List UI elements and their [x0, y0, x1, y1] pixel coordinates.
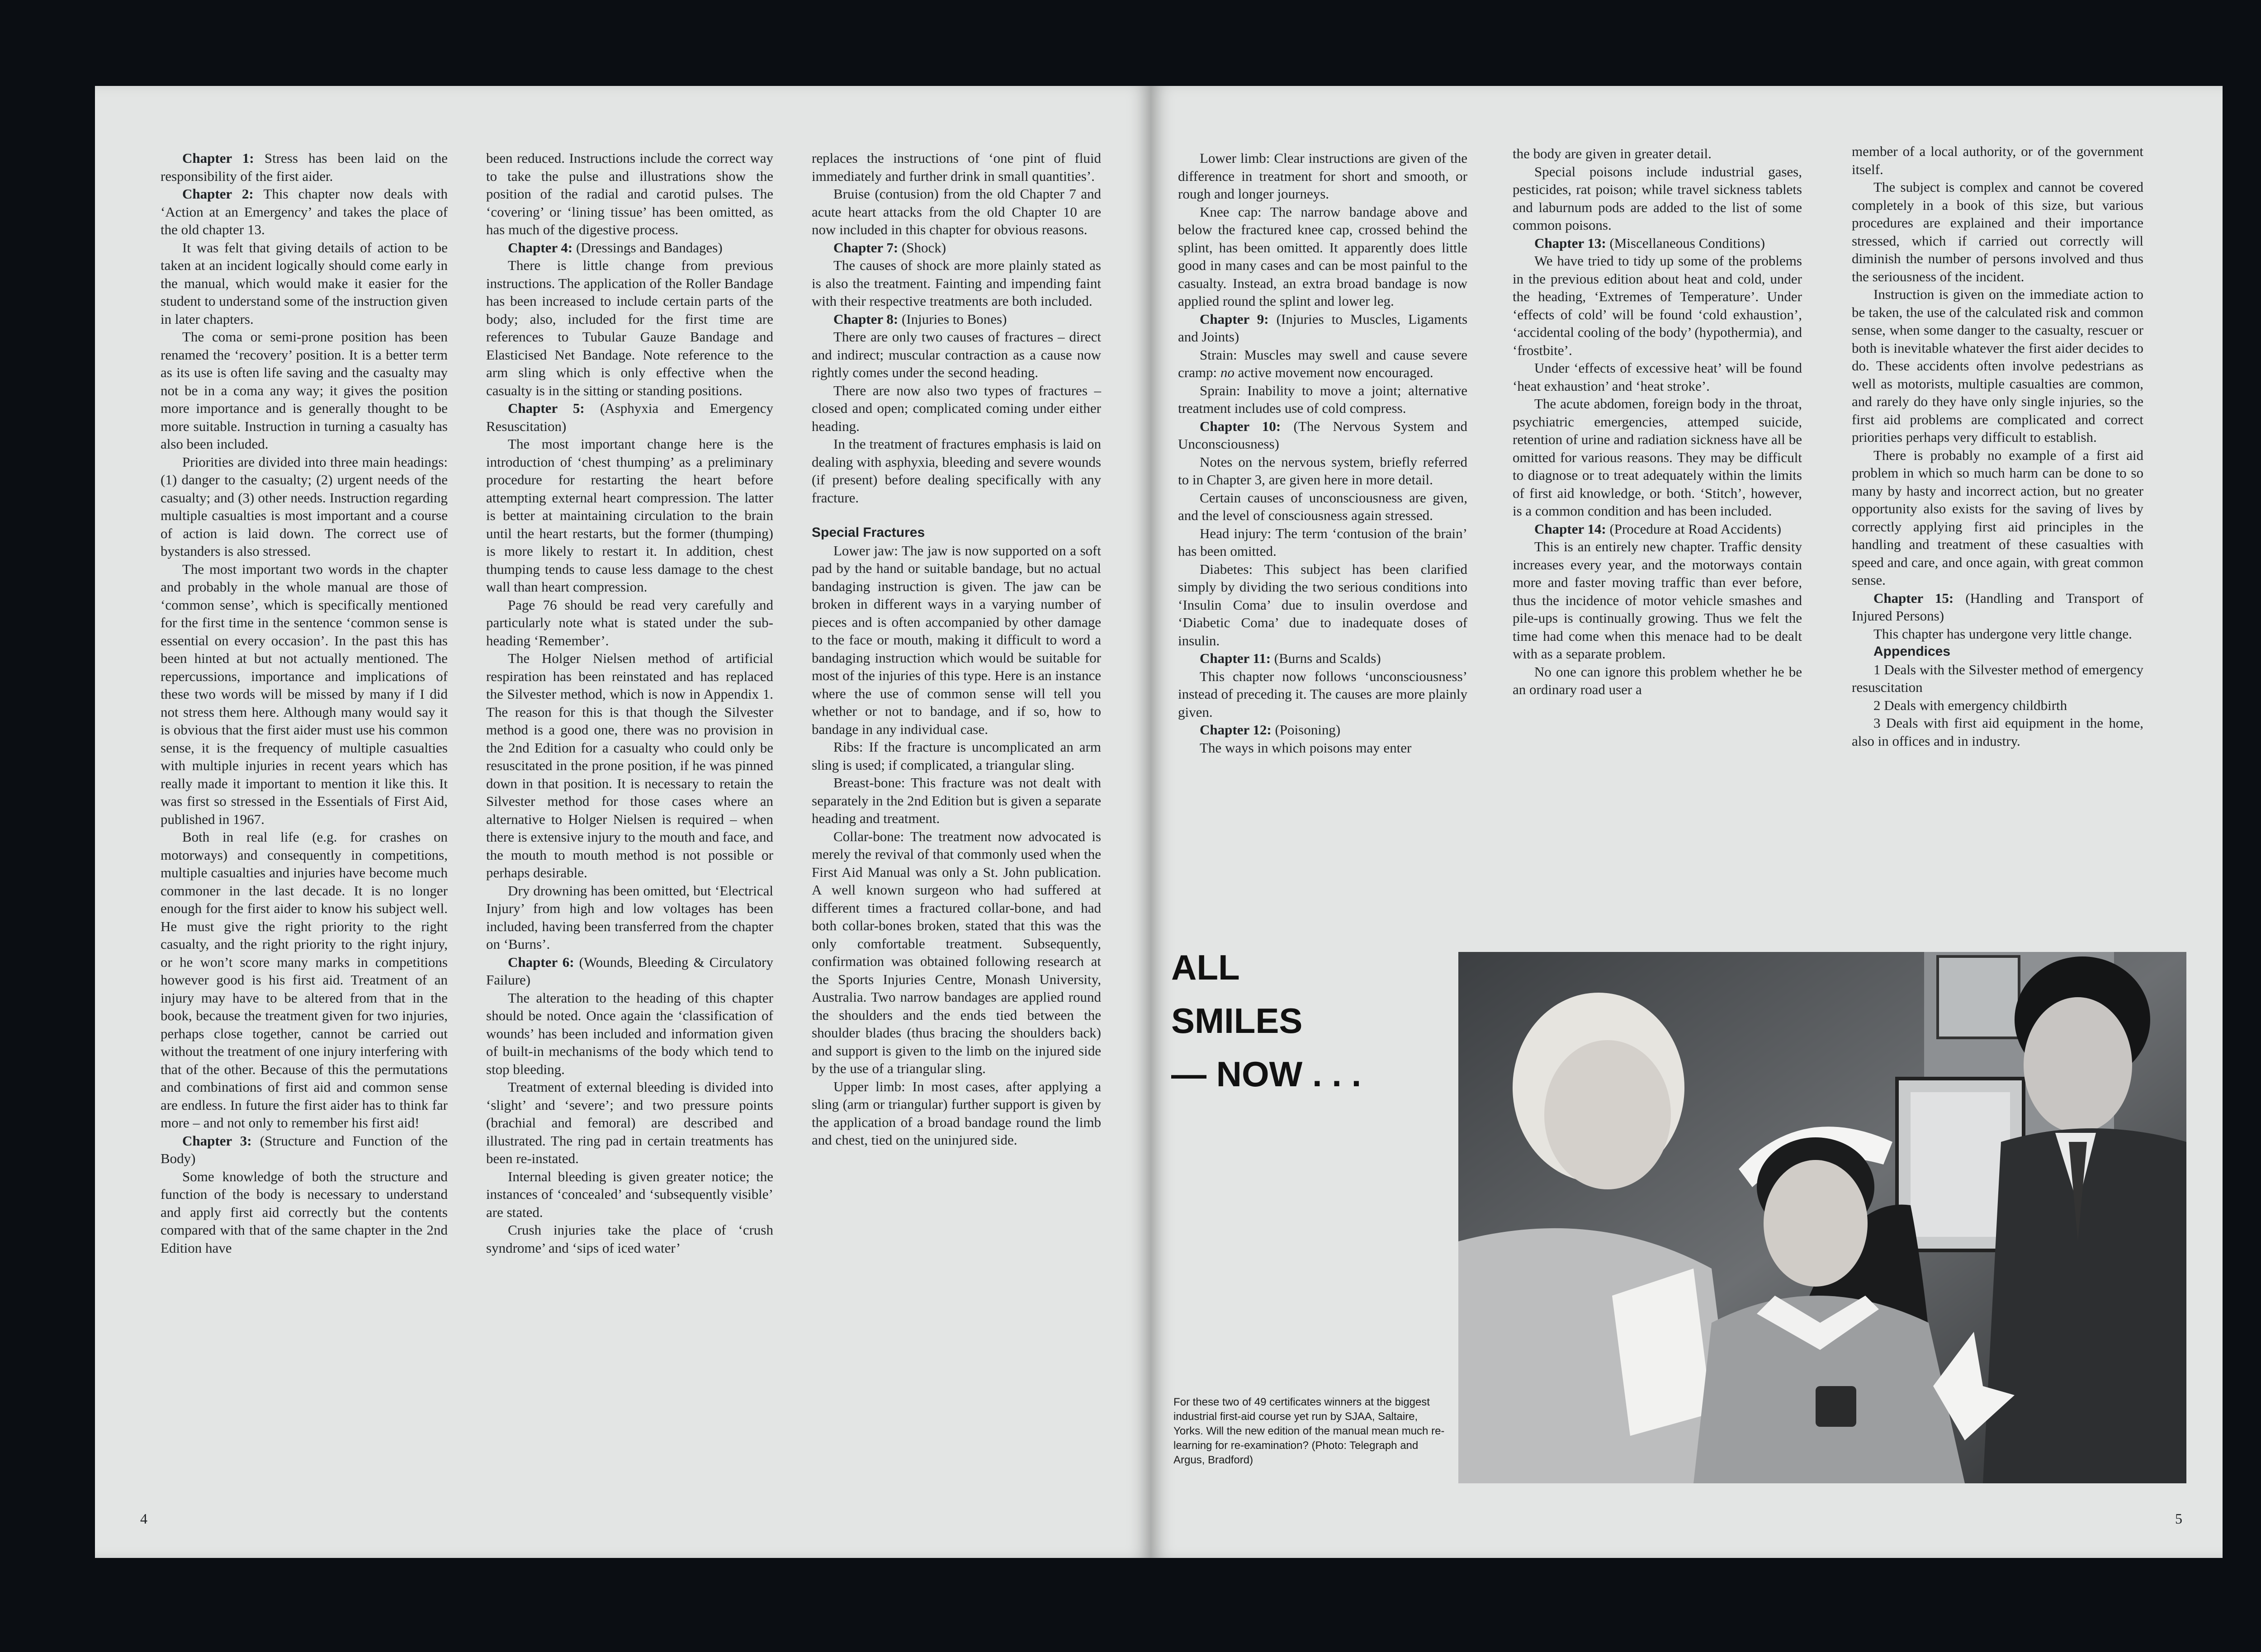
paragraph: [486, 953, 773, 989]
paragraph-text: Knee cap: The narrow bandage above and below the fractured knee cap, crossed behind the splint, has been omitted. It apparently does little good in many cases and can be most painful to the casualty. Instead, an extra broad bandage is now applied round the splint and lower leg.: [1178, 204, 1467, 309]
appendices-heading: Appendices: [1873, 644, 1951, 659]
paragraph-text: been reduced. Instructions include the correct way to take the pulse and illustrations show the position of the radial and carotid pulses. The ‘covering’ or ‘lining tissue’ has been omitted, as has much of the digestive process.: [486, 150, 773, 237]
paragraph: [1852, 285, 2143, 446]
chapter-label: Chapter 3:: [182, 1132, 252, 1149]
paragraph-text: 1 Deals with the Silvester method of emergency resuscitation: [1852, 661, 2143, 695]
paragraph: [1852, 661, 2143, 696]
paragraph: [812, 239, 1101, 257]
photo-caption: For these two of 49 certificates winners at the biggest industrial first-aid course yet run by SJAA, Saltaire, Yorks. Will the new edition of the manual mean much re-learning for re-examination? (Photo: Telegraph and Argus, Bradford): [1173, 1396, 1445, 1466]
paragraph-text: Sprain: Inability to move a joint; alternative treatment includes use of cold compress.: [1178, 382, 1467, 416]
paragraph-text: Treatment of external bleeding is divided into ‘slight’ and ‘severe’; and two pressure points (brachial and femoral) are described and illustrated. The ring pad in certain treatments has been re-instated.: [486, 1079, 773, 1166]
paragraph: [1178, 417, 1467, 453]
paragraph: [161, 560, 448, 828]
paragraph: [812, 310, 1101, 328]
paragraph: [1513, 234, 1802, 252]
paragraph-text: Both in real life (e.g. for crashes on motorways) and consequently in competitions, multiple casualties and injuries have become much commoner in the last decade. It is no longer enough for the first aider to know his subject well. He must give the right priority to the right casualty, and the right priority to the right injury, or he won’t score many marks in competitions however good is his first aid. Treatment of an injury may have to be altered from that in the book, because the treatment given for two injuries, perhaps close together, cannot be carried out without the treatment of one injury interfering with that of the other. Because of this the permutations and combinations of first aid and common sense are endless. In future the first aider has to think far more – and not only to remember his first aid!: [161, 829, 448, 1131]
paragraph-text: (Procedure at Road Accidents): [1606, 521, 1782, 537]
paragraph-text: 2 Deals with emergency childbirth: [1873, 697, 2067, 713]
paragraph-text: (Poisoning): [1271, 722, 1341, 738]
chapter-label: Chapter 6:: [508, 954, 574, 970]
paragraph: [161, 185, 448, 239]
paragraph: [1852, 714, 2143, 750]
left-column-1: [161, 149, 448, 1257]
paragraph: [486, 596, 773, 650]
paragraph: [486, 149, 773, 239]
paragraph: [1852, 625, 2143, 643]
paragraph: [486, 882, 773, 953]
headline-line-2: SMILES: [1171, 1001, 1303, 1041]
page-number-left: 4: [140, 1510, 147, 1527]
right-column-2: [1513, 145, 1802, 699]
paragraph: [486, 649, 773, 882]
paragraph-text: The acute abdomen, foreign body in the throat, psychiatric emergencies, attemped suicide, retention of urine and radiation sickness have all be omitted for various reasons. They may be difficult to diagnose or to treat adequately within the limits of first aid knowledge, or both. ‘Stitch’, however, is a common condition and has been included.: [1513, 396, 1802, 519]
chapter-label: Chapter 11:: [1200, 650, 1271, 666]
paragraph-text: Bruise (contusion) from the old Chapter 7 and acute heart attacks from the old Chapter 10 are now included in this chapter for obvious reasons.: [812, 186, 1101, 237]
paragraph: [1178, 489, 1467, 525]
paragraph-text: (Wounds, Bleeding & Circulatory Failure): [486, 954, 773, 988]
paragraph: [812, 542, 1101, 738]
paragraph: [812, 328, 1101, 382]
paragraph: [1513, 145, 1802, 163]
paragraph: [1178, 346, 1467, 382]
paragraph: [486, 1221, 773, 1257]
paragraph: [1513, 163, 1802, 234]
paragraph: [161, 1132, 448, 1168]
paragraph-text: This chapter now follows ‘unconsciousness’ instead of preceding it. The causes are more plainly given.: [1178, 668, 1467, 720]
paragraph: [1178, 203, 1467, 310]
article-headline: [1171, 941, 1361, 1101]
paragraph-text: (The Nervous System and Unconsciousness): [1178, 418, 1467, 452]
paragraph: [1513, 359, 1802, 395]
chapter-label: Chapter 5:: [508, 400, 585, 416]
paragraph-text: Collar-bone: The treatment now advocated is merely the revival of that commonly used when the First Aid Manual was only a St. John publication. A well known surgeon who had suffered at different times a fractured collar-bone, and had both collar-bones broken, stated that this was the only comfortable treatment. Subsequently, confirmation was obtained following research at the Sports Injuries Centre, Monash University, Australia. Two narrow bandages are applied round the shoulders and the ends tied between the shoulder blades (thus bracing the shoulders back) and support is given to the limb on the injured side by the use of a triangular sling.: [812, 828, 1101, 1076]
paragraph: [486, 399, 773, 435]
paragraph-text: Head injury: The term ‘contusion of the brain’ has been omitted.: [1178, 525, 1467, 559]
paragraph: [486, 435, 773, 596]
paragraph-text: Stress has been laid on the responsibility of the first aider.: [161, 150, 448, 184]
paragraph-text: Some knowledge of both the structure and function of the body is necessary to understand and apply first aid correctly but the contents compared with that of the same chapter in the 2nd Edition have: [161, 1168, 448, 1256]
paragraph-text: Upper limb: In most cases, after applying a sling (arm or triangular) further support is given by the application of a broad bandage round the limb and chest, tied on the uninjured side.: [812, 1078, 1101, 1148]
paragraph: [812, 185, 1101, 239]
chapter-label: Chapter 7:: [833, 239, 899, 256]
paragraph: [812, 256, 1101, 310]
paragraph: [812, 828, 1101, 1078]
paragraph-text: The coma or semi-prone position has been renamed the ‘recovery’ position. It is a better term as its use is often life saving and the casualty may not be in a coma any way; it gives the position more importance and is generally thought to be more suitable. Instruction in turning a casualty has also been included.: [161, 329, 448, 452]
paragraph: [161, 453, 448, 560]
paragraph-text: Priorities are divided into three main headings: (1) danger to the casualty; (2) urgent needs of the casualty; and (3) other needs. Instruction regarding multiple casualties is most important and a course of action is laid down. The correct use of bystanders is also stressed.: [161, 454, 448, 559]
paragraph: [1178, 649, 1467, 667]
paragraph-text: (Handling and Transport of Injured Persons): [1852, 590, 2143, 624]
paragraph: [812, 149, 1101, 185]
right-column-3: [1852, 142, 2143, 750]
paragraph-text: replaces the instructions of ‘one pint of fluid immediately and further drink in small quantities’.: [812, 150, 1101, 184]
paragraph: [1178, 453, 1467, 489]
paragraph-text: There are only two causes of fractures – direct and indirect; muscular contraction as a cause now rightly comes under the second heading.: [812, 329, 1101, 380]
man-suit: [1983, 1128, 2186, 1483]
paragraph: [812, 774, 1101, 828]
chapter-label: Chapter 8:: [833, 311, 899, 327]
paragraph-text: (Injuries to Muscles, Ligaments and Joints): [1178, 311, 1468, 345]
page-number-right: 5: [2175, 1510, 2182, 1527]
paragraph-text: The alteration to the heading of this chapter should be noted. Once again the ‘classification of wounds’ has been included and information given of built-in mechanisms of the body which tend to stop bleeding.: [486, 989, 773, 1077]
paragraph: [1178, 149, 1467, 203]
paragraph: [1178, 721, 1467, 739]
paragraph: [1852, 142, 2143, 178]
chapter-label: Chapter 10:: [1200, 418, 1281, 434]
paragraph-text: The causes of shock are more plainly stated as is also the treatment. Fainting and impending faint with their respective treatments are both included.: [812, 257, 1101, 309]
paragraph: [161, 1168, 448, 1257]
paragraph: [1852, 178, 2143, 285]
paragraph-text: (Injuries to Bones): [898, 311, 1007, 327]
paragraph: [161, 328, 448, 453]
paragraph-text: This chapter has undergone very little change.: [1873, 625, 2132, 642]
paragraph-text: This is an entirely new chapter. Traffic density increases every year, and the motorways contain more and faster moving traffic than ever before, thus the incidence of motor vehicle smashes and pile-ups is continually growing. Thus we felt the time had come when this menace had to be dealt with as a separate problem.: [1513, 539, 1802, 662]
paragraph-text: This chapter now deals with ‘Action at an Emergency’ and takes the place of the old chapter 13.: [161, 186, 448, 237]
paragraph: [1852, 446, 2143, 589]
paragraph: [1513, 663, 1802, 699]
chapter-label: Chapter 4:: [508, 239, 573, 256]
paragraph-text: The ways in which poisons may enter: [1200, 739, 1412, 756]
paragraph-text: Ribs: If the fracture is uncomplicated an arm sling is used; if complicated, a triangular sling.: [812, 739, 1101, 773]
paragraph-text: Internal bleeding is given greater notice; the instances of ‘concealed’ and ‘subsequently visible’ are stated.: [486, 1168, 773, 1220]
paragraph-text: Crush injuries take the place of ‘crush syndrome’ and ‘sips of iced water’: [486, 1222, 773, 1256]
chapter-label: Chapter 12:: [1200, 722, 1272, 738]
plaque: [1938, 956, 2019, 1038]
paragraph-text: (Burns and Scalds): [1271, 650, 1381, 666]
paragraph: [1852, 696, 2143, 715]
paragraph: [161, 828, 448, 1132]
paragraph-text: Certain causes of unconsciousness are given, and the level of consciousness again stressed.: [1178, 489, 1467, 523]
paragraph: [1852, 589, 2143, 625]
paragraph: [161, 239, 448, 328]
left-column-3: [812, 149, 1101, 1149]
chapter-label: Chapter 13:: [1534, 235, 1606, 251]
paragraph-text: member of a local authority, or of the government itself.: [1852, 143, 2143, 177]
paragraph-text: Dry drowning has been omitted, but ‘Electrical Injury’ from high and low voltages has been included, having been transferred from the chapter on ‘Burns’.: [486, 882, 773, 952]
paragraph-text: (Miscellaneous Conditions): [1606, 235, 1765, 251]
paragraph: [1513, 252, 1802, 359]
paragraph-text: Under ‘effects of excessive heat’ will be found ‘heat exhaustion’ and ‘heat stroke’.: [1513, 360, 1802, 394]
right-column-1: [1178, 149, 1467, 757]
paragraph: [812, 435, 1101, 506]
paragraph-text: Page 76 should be read very carefully and particularly note what is stated under the sub-heading ‘Remember’.: [486, 596, 773, 648]
paragraph-text: active movement now encouraged.: [1234, 364, 1433, 380]
chapter-label: Chapter 9:: [1200, 311, 1269, 327]
subheading: Special Fractures: [812, 525, 925, 540]
paragraph-text: Notes on the nervous system, briefly referred to in Chapter 3, are given here in more detail.: [1178, 454, 1467, 488]
paragraph-text: (Shock): [898, 239, 946, 256]
paragraph: [1178, 739, 1467, 757]
paragraph-text: The Holger Nielsen method of artificial respiration has been reinstated and has replaced the Silvester method, which is now in Appendix 1. The reason for this is that though the Silvester method is a good one, there was no provision in the 2nd Edition for a casualty who could only be resuscitated in the prone position, if he was pinned down in that position. It is necessary to retain the Silvester method for those cases where an alternative to Holger Nielsen is required – when there is extensive injury to the mouth and face, and the mouth to mouth method is not possible or perhaps desirable.: [486, 650, 773, 880]
paragraph: [486, 989, 773, 1079]
paragraph-text: In the treatment of fractures emphasis is laid on dealing with asphyxia, bleeding and severe wounds (if present) before dealing specifically with any fracture.: [812, 436, 1101, 506]
nurse-left-face: [1544, 1040, 1671, 1189]
paragraph-text: The most important two words in the chapter and probably in the whole manual are those of ‘common sense’, which is specifically mentioned for the first time in the sentence ‘common sense is essential on every occasion’. In the past this has been hinted at but not actually mentioned. The repercussions, importance and implications of these two words will be missed by many if I did not stress them here. Although many would say it is obvious that the first aider must use his common sense, it is the frequency of multiple casualties with multiple injuries in recent years which has really made it important to mention it like this. It was first so stressed in the Essentials of First Aid, published in 1967.: [161, 561, 448, 827]
chapter-label: Chapter 15:: [1873, 590, 1954, 606]
paragraph-text: Special poisons include industrial gases, pesticides, rat poison; while travel sickness tablets and laburnum pods are added to the list of some common poisons.: [1513, 163, 1802, 233]
left-page: [95, 86, 1151, 1558]
paragraph-text: Lower jaw: The jaw is now supported on a soft pad by the hand or suitable bandage, but no actual bandaging instruction is given. The jaw can be broken in different ways in a varying number of pieces and is often accompanied by other damage to the face or mouth, making it difficult to word a bandaging instruction which would be suitable for most of the injuries of this type. Here is an instance where the use of common sense will tell you whether or not to bandage, and if so, how to bandage in any individual case.: [812, 542, 1101, 737]
paragraph: [812, 382, 1101, 435]
paragraph: [486, 1078, 773, 1168]
paragraph: [486, 256, 773, 399]
paragraph-text: (Asphyxia and Emergency Resuscitation): [486, 400, 773, 434]
paragraph-text: We have tried to tidy up some of the problems in the previous edition about heat and cold, under the heading, ‘Extremes of Temperature’. Under ‘effects of cold’ will be found ‘cold exhaustion’, ‘accidental cooling of the body’ (hypothermia), and ‘frostbite’.: [1513, 253, 1802, 358]
photo-smiling-winners: [1458, 952, 2186, 1483]
paragraph-text: the body are given in greater detail.: [1513, 146, 1712, 161]
paragraph: [1178, 525, 1467, 560]
man-face: [2024, 997, 2132, 1133]
paragraph-text: There are now also two types of fractures – closed and open; complicated coming under either heading.: [812, 382, 1101, 434]
chapter-label: Chapter 2:: [182, 186, 254, 202]
paragraph-text: (Structure and Function of the Body): [161, 1132, 448, 1166]
paragraph-text: Strain: Muscles may swell and cause severe cramp:: [1178, 346, 1467, 380]
paragraph: [1178, 560, 1467, 650]
paragraph: [1513, 395, 1802, 520]
left-column-2: [486, 149, 773, 1257]
photo-illustration: [1458, 952, 2186, 1483]
paragraph: [486, 239, 773, 257]
paragraph-text: No one can ignore this problem whether he be an ordinary road user a: [1513, 663, 1802, 697]
paragraph: [1178, 382, 1467, 417]
badge-icon: [1816, 1386, 1856, 1427]
paragraph: [1178, 667, 1467, 721]
paragraph-text: Breast-bone: This fracture was not dealt with separately in the 2nd Edition but is given a separate heading and treatment.: [812, 775, 1101, 826]
paragraph-text: There is little change from previous instructions. The application of the Roller Bandage has been increased to include certain parts of the body; also, included for the first time are references to Tubular Gauze Bandage and Elasticised Net Bandage. Note reference to the arm sling which is only effective when the casualty is in the sitting or standing positions.: [486, 257, 773, 398]
paragraph: [486, 1168, 773, 1221]
paragraph-text: There is probably no example of a first aid problem in which so much harm can be done to so many by hasty and incorrect action, but no greater opportunity also exists for the saving of lives by correctly applying first aid principles in the handling and treatment of these casualties with speed and care, and once again, with great common sense.: [1852, 447, 2143, 588]
paragraph-text: Lower limb: Clear instructions are given of the difference in treatment for short and smooth, or rough and longer journeys.: [1178, 150, 1467, 202]
paragraph-text: (Dressings and Bandages): [572, 239, 723, 256]
paragraph: [161, 149, 448, 185]
paragraph-text: Instruction is given on the immediate action to be taken, the use of the calculated risk and common sense, when some danger to the casualty, rescuer or both is inevitable whatever the first aider decides to do. These accidents often involve pedestrians as well as motorists, multiple casualties are common, and rarely do they have only single injuries, so the first aid problems are complicated and correct priorities perhaps very difficult to establish.: [1852, 286, 2143, 445]
paragraph-text: 3 Deals with first aid equipment in the home, also in offices and in industry.: [1852, 715, 2143, 749]
nurse-right-face: [1764, 1160, 1868, 1287]
emphasis: no: [1220, 364, 1235, 380]
paragraph-text: The subject is complex and cannot be covered completely in a book of this size, but various procedures are explained and their importance stressed, which if carried out correctly will diminish the number of persons involved and thus the seriousness of the incident.: [1852, 179, 2143, 284]
paragraph-text: Diabetes: This subject has been clarified simply by dividing the two serious conditions into ‘Insulin Coma’ due to insulin overdose and ‘Diabetic Coma’ due to inadequate doses of insulin.: [1178, 561, 1467, 648]
paragraph-text: The most important change here is the introduction of ‘chest thumping’ as a preliminary procedure for restarting the heart before attempting external heart compression. The latter is better at maintaining circulation to the brain until the heart restarts, but the former (thumping) is more likely to restart it. In addition, chest thumping tends to cause less damage to the chest wall than heart compression.: [486, 436, 773, 595]
paragraph: [1513, 520, 1802, 538]
paragraph: [1513, 538, 1802, 663]
paragraph: [812, 738, 1101, 774]
paragraph: [812, 1078, 1101, 1149]
headline-line-1: ALL: [1171, 947, 1240, 987]
chapter-label: Chapter 1:: [182, 150, 254, 166]
headline-line-3: — NOW . . .: [1171, 1054, 1362, 1094]
chapter-label: Chapter 14:: [1534, 521, 1606, 537]
paragraph: [1178, 310, 1467, 346]
paragraph-text: It was felt that giving details of action to be taken at an incident logically should come early in the manual, which would make it easier for the student to understand some of the instruction given in later chapters.: [161, 239, 448, 327]
